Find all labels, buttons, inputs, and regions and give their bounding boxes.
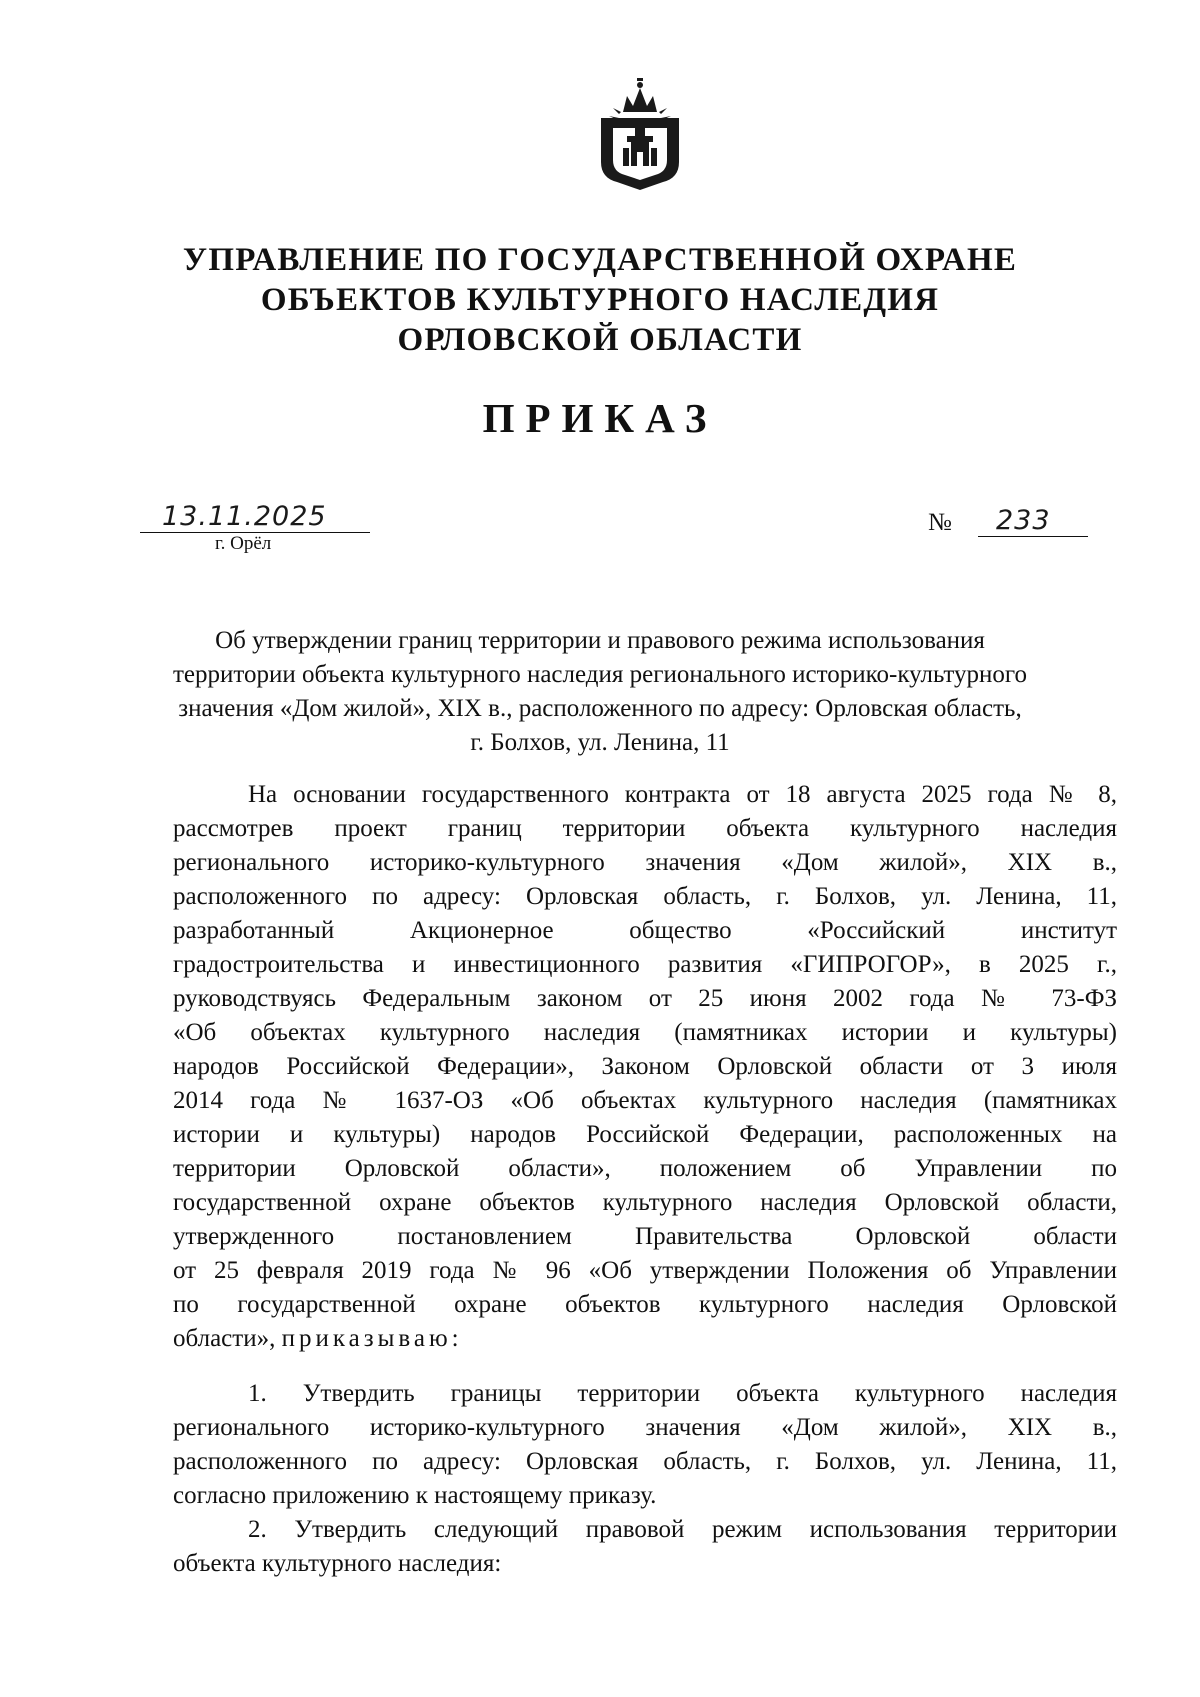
- city: г. Орёл: [215, 533, 272, 554]
- preamble-line: градостроительства и инвестиционного развития «ГИПРОГОР», в 2025 г.,: [173, 951, 1117, 978]
- number-sign: №: [928, 509, 952, 536]
- preamble-line: народов Российской Федерации», Законом Орловской области от 3 июля: [173, 1053, 1117, 1080]
- order-item-2: [173, 1513, 1117, 1581]
- preamble-line: руководствуясь Федеральным законом от 25 июня 2002 года № 73-ФЗ: [173, 985, 1117, 1012]
- organization-name: [150, 240, 1050, 360]
- item1-line: расположенного по адресу: Орловская область, г. Болхов, ул. Ленина, 11,: [173, 1448, 1117, 1475]
- preamble-line: территории Орловской области», положением об Управлении по: [173, 1155, 1117, 1182]
- preamble-line: расположенного по адресу: Орловская область, г. Болхов, ул. Ленина, 11,: [173, 883, 1117, 910]
- item1-line: регионального историко-культурного значения «Дом жилой», XIX в.,: [173, 1414, 1117, 1441]
- preamble-line: 2014 года № 1637-ОЗ «Об объектах культурного наследия (памятниках: [173, 1087, 1117, 1114]
- preamble-line: регионального историко-культурного значения «Дом жилой», XIX в.,: [173, 849, 1117, 876]
- item2-line: 2. Утвердить следующий правовой режим использования территории: [248, 1516, 1117, 1543]
- item1-line: 1. Утвердить границы территории объекта культурного наследия: [248, 1380, 1117, 1407]
- preamble-last-text: области»,: [173, 1325, 276, 1352]
- order-item-1: [173, 1377, 1117, 1513]
- preamble-line: от 25 февраля 2019 года № 96 «Об утверждении Положения об Управлении: [173, 1257, 1117, 1284]
- date-block: [140, 500, 370, 555]
- preamble-final-line: [173, 1322, 1117, 1356]
- org-line: ОРЛОВСКОЙ ОБЛАСТИ: [397, 322, 803, 358]
- preamble-line: разработанный Акционерное общество «Российский институт: [173, 917, 1117, 944]
- org-line: ОБЪЕКТОВ КУЛЬТУРНОГО НАСЛЕДИЯ: [260, 282, 940, 318]
- preamble-line: На основании государственного контракта от 18 августа 2025 года № 8,: [248, 781, 1117, 808]
- handwritten-date: 13.11.2025: [162, 501, 327, 532]
- preamble-line: по государственной охране объектов культурного наследия Орловской: [173, 1291, 1117, 1318]
- document-subject: [150, 624, 1050, 760]
- preamble-line: рассмотрев проект границ территории объекта культурного наследия: [173, 815, 1117, 842]
- subject-line: Об утверждении границ территории и правового режима использования: [215, 627, 985, 654]
- subject-line: г. Болхов, ул. Ленина, 11: [470, 729, 730, 756]
- org-line: УПРАВЛЕНИЕ ПО ГОСУДАРСТВЕННОЙ ОХРАНЕ: [182, 242, 1018, 278]
- item1-line: согласно приложению к настоящему приказу.: [173, 1482, 657, 1509]
- number-underline: [978, 504, 1088, 537]
- preamble-paragraph: [173, 778, 1117, 1356]
- preamble-line: утвержденного постановлением Правительства Орловской области: [173, 1223, 1117, 1250]
- date-underline: [140, 500, 370, 533]
- coat-of-arms-emblem: [593, 78, 687, 190]
- preamble-line: истории и культуры) народов Российской Федерации, расположенных на: [173, 1121, 1117, 1148]
- item2-line: объекта культурного наследия:: [173, 1550, 502, 1577]
- document-type-title: ПРИКАЗ: [482, 395, 718, 441]
- number-block: [928, 505, 1088, 537]
- subject-line: территории объекта культурного наследия регионального историко-культурного: [172, 661, 1028, 688]
- preamble-line: государственной охране объектов культурного наследия Орловской области,: [173, 1189, 1117, 1216]
- subject-line: значения «Дом жилой», XIX в., расположенного по адресу: Орловская область,: [178, 695, 1022, 722]
- order-word: приказываю:: [281, 1325, 463, 1352]
- handwritten-number: 233: [996, 505, 1051, 536]
- preamble-line: «Об объектах культурного наследия (памятниках истории и культуры): [173, 1019, 1117, 1046]
